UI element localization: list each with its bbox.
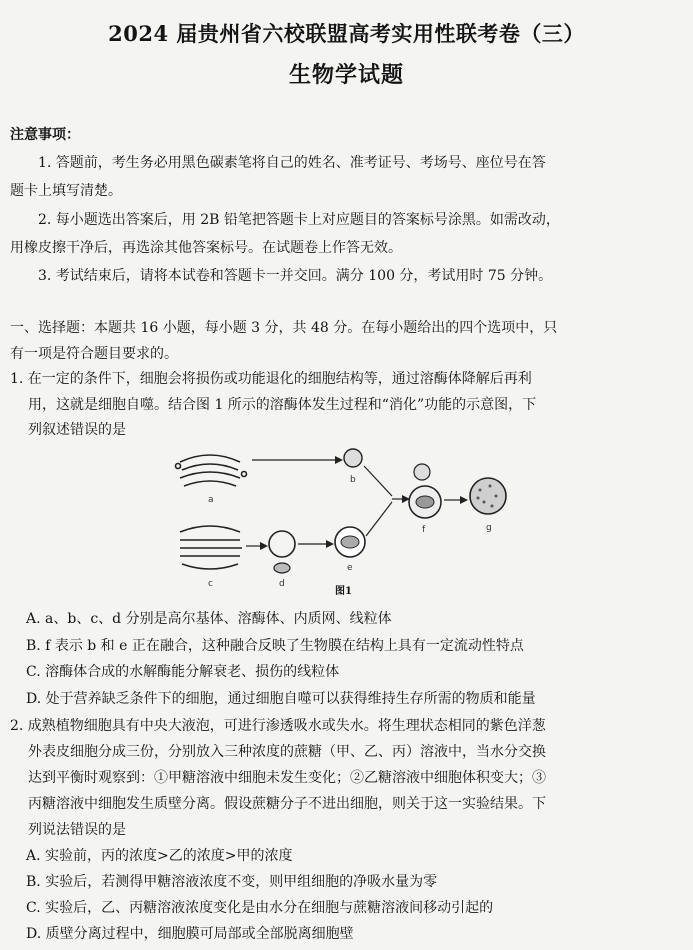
structure-b-lysosome — [344, 449, 362, 467]
arrow-head — [460, 496, 468, 504]
fusing-lysosome — [414, 464, 430, 480]
label-d: d — [279, 579, 285, 589]
q1-option-b: B. f 表示 b 和 e 正在融合，这种融合反映了生物膜在结构上具有一定流动性特点 — [26, 638, 524, 654]
label-f: f — [422, 525, 426, 535]
section-heading-cont: 有一项是符合题目要求的。 — [10, 346, 178, 362]
exam-title: 2024 届贵州省六校联盟高考实用性联考卷（三） — [108, 21, 585, 46]
section-heading: 一、选择题：本题共 16 小题，每小题 3 分，共 48 分。在每小题给出的四个选项中，只 — [10, 320, 558, 336]
q1-option-c: C. 溶酶体合成的水解酶能分解衰老、损伤的线粒体 — [26, 664, 340, 680]
q2-stem: 2. 成熟植物细胞具有中央大液泡，可进行渗透吸水或失水。将生理状态相同的紫色洋葱 — [10, 718, 546, 734]
fusion-content — [416, 496, 434, 508]
arrow-e-to-f — [366, 502, 392, 536]
arrow-b-to-f — [364, 466, 392, 496]
structure-g-digestion — [470, 478, 506, 514]
figure-1-lysosome-diagram — [170, 440, 510, 600]
q2-stem: 达到平衡时观察到：①甲糖溶液中细胞未发生变化；②乙糖溶液中细胞体积变大；③ — [28, 770, 546, 786]
label-g: g — [486, 523, 492, 533]
q2-stem: 外表皮细胞分成三份，分别放入三种浓度的蔗糖（甲、乙、丙）溶液中，当水分交换 — [28, 744, 546, 760]
structure-c-er — [180, 526, 242, 569]
label-c: c — [208, 579, 213, 589]
q1-stem: 列叙述错误的是 — [28, 422, 126, 438]
label-e: e — [347, 563, 353, 573]
q2-option-c: C. 实验后，乙、丙糖溶液浓度变化是由水分在细胞与蔗糖溶液间移动引起的 — [26, 900, 494, 916]
q1-stem: 1. 在一定的条件下，细胞会将损伤或功能退化的细胞结构等，通过溶酶体降解后再利 — [10, 371, 532, 387]
notice-item: 题卡上填写清楚。 — [10, 183, 122, 199]
label-a: a — [208, 495, 214, 505]
notice-item: 3. 考试结束后，请将本试卷和答题卡一并交回。满分 100 分，考试用时 75 分钟。 — [38, 268, 553, 284]
q1-option-d: D. 处于营养缺乏条件下的细胞，通过细胞自噬可以获得维持生存所需的物质和能量 — [26, 691, 536, 707]
membrane-ring — [269, 531, 295, 557]
q2-stem: 丙糖溶液中细胞发生质壁分离。假设蔗糖分子不进出细胞，则关于这一实验结果。下 — [28, 796, 546, 812]
q1-option-a: A. a、b、c、d 分别是高尔基体、溶酶体、内质网、线粒体 — [26, 611, 392, 627]
q2-option-d: D. 质壁分离过程中，细胞膜可局部或全部脱离细胞壁 — [26, 926, 354, 942]
q2-option-a: A. 实验前，丙的浓度>乙的浓度>甲的浓度 — [26, 848, 293, 864]
lysosome-diagram-svg — [170, 440, 510, 600]
structure-d-mitochondrion — [274, 563, 290, 573]
q2-option-b: B. 实验后，若测得甲糖溶液浓度不变，则甲组细胞的净吸水量为零 — [26, 874, 438, 890]
label-b: b — [350, 475, 356, 485]
arrow-head — [335, 456, 343, 464]
figure-caption: 图1 — [335, 586, 352, 597]
notice-item: 2. 每小题选出答案后，用 2B 铅笔把答题卡上对应题目的答案标号涂黑。如需改动， — [38, 212, 560, 228]
structure-a-golgi — [176, 455, 247, 486]
q1-stem: 用，这就是细胞自噬。结合图 1 所示的溶酶体发生过程和“消化”功能的示意图，下 — [28, 397, 537, 413]
enclosed-mitochondrion — [341, 536, 359, 548]
exam-subtitle: 生物学试题 — [288, 62, 404, 88]
notice-item: 用橡皮擦干净后，再选涂其他答案标号。在试题卷上作答无效。 — [10, 240, 402, 256]
q2-stem: 列说法错误的是 — [28, 822, 126, 838]
notice-heading: 注意事项： — [10, 127, 80, 143]
arrow-head — [260, 542, 268, 550]
notice-item: 1. 答题前，考生务必用黑色碳素笔将自己的姓名、准考证号、考场号、座位号在答 — [38, 155, 546, 171]
arrow-head — [326, 540, 334, 548]
